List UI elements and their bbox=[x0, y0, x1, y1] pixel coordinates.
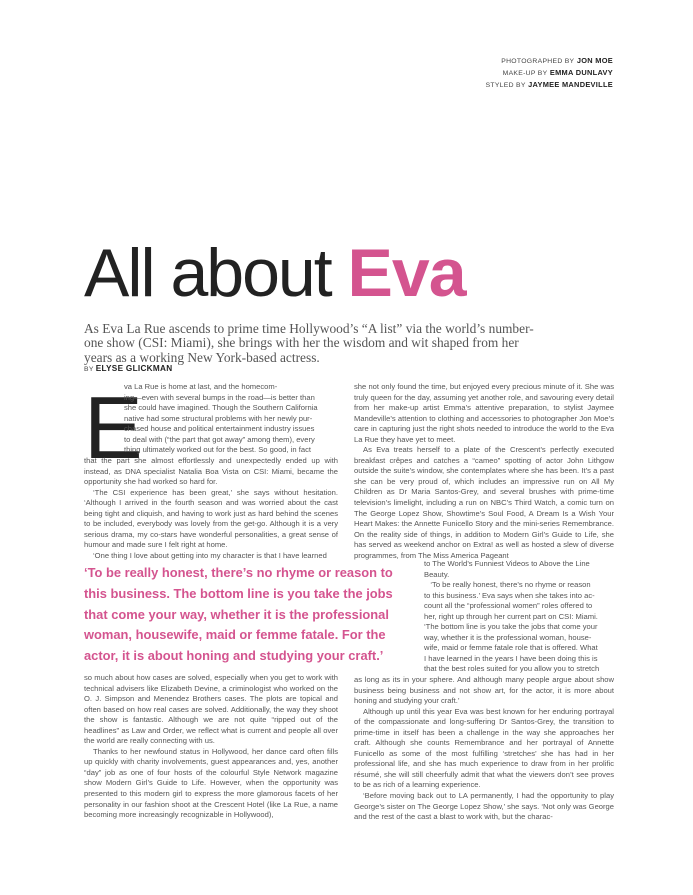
col1-line: chased house and political entertainment industry issues bbox=[124, 424, 315, 434]
col2-line: to The World’s Funniest Videos to Above the Line bbox=[424, 559, 590, 568]
paragraph: Thanks to her newfound status in Hollywood, her dance card often fills up quickly with charity involvements, guest appearances and, yes, another “day” job as one of four hosts of the colourful Style Network magazine show Modern Girl’s Guide to Life. However, when the opportunity was presented to this modern girl to express the more glamorous facets of her personality in our fashion shoot at the Crescent Hotel (like La Rue, a name becoming more increasingly recognizable in Hollywood), bbox=[84, 746, 338, 820]
col2-line: ‘The bottom line is you take the jobs that come your bbox=[424, 622, 598, 632]
byline: BY ELYSE GLICKMAN bbox=[84, 364, 173, 373]
col2-line: I have learned in the years I have been doing this is bbox=[424, 653, 598, 663]
col2-line: to this business.’ Eva says when she takes into ac- bbox=[424, 590, 595, 600]
paragraph: so much about how cases are solved, especially when you get to work with technical advisers like Elizabeth Devine, a criminologist who worked on the O. J. Simpson and Menendez Brothers cases. The plots are topical and often based on how real cases are solved. Additionally, the way they shoot the show is fantastic. Although we are not quite “ripped out of the headlines” as Law and Order, we reflect what is current and people all over the world are really connecting with us. bbox=[84, 673, 338, 746]
col2-line: count all the “professional women” roles offered to bbox=[424, 601, 593, 611]
col2-line: Beauty. bbox=[424, 569, 450, 579]
col1-line: native had some structural problems with her newly pur- bbox=[124, 413, 313, 423]
col2-line: way, whether it is the professional woman, house- bbox=[424, 632, 592, 642]
drop-cap: E bbox=[84, 378, 143, 477]
col1-line: to deal with (“the part that got away” among them), every bbox=[124, 434, 315, 444]
col1-intro-lines bbox=[124, 382, 338, 456]
paragraph: As Eva treats herself to a plate of the Crescent’s perfectly executed breakfast crêpes and catches a “cameo” spotting of actor John Lithgow outside the suite’s window, she contemplates where she has been. It’s a past she can be very proud of, which includes an impressive run on All My Children as Dr Maria Santos-Grey, and several brushes with prime-time television’s limelight, including a run on NBC’s Third Watch, a comic turn on The George Lopez Show, Showtime’s Soul Food, A Dream Is a Wish Your Heart Makes: the Annette Funicello Story and the mini-series Remembrance. On the reality side of things, in addition to Modern Girl’s Guide to Life, she has served as weekend anchor on Extra! as well as hosted a slew of diverse programmes, from The Miss America Pageant bbox=[354, 445, 614, 560]
credit-stylist: STYLED BY JAYMEE MANDEVILLE bbox=[485, 80, 613, 89]
col2-bottom bbox=[354, 675, 614, 823]
paragraph: ‘The CSI experience has been great,’ she says without hesitation. ‘Although I arrived in the fourth season and was worried about the cast being tight and cliquish, and having to work just as hard behind the scenes to be included, everybody was lovely from the get-go. Although it is a very serious drama, my co-stars have wonderful personalities, a great sense of humour and made sure I felt right at home. bbox=[84, 487, 338, 550]
title-highlight: Eva bbox=[347, 235, 466, 311]
col2-line: that the best roles suited for you allow you to stretch bbox=[424, 664, 600, 674]
col1-line: thing ultimately worked out for the best. So good, in fact bbox=[124, 445, 311, 455]
paragraph: Although up until this year Eva was best known for her enduring portrayal of the compassionate and long-suffering Dr Santos-Grey, the transition to prime-time in itself has been a challenge in the way she approaches her craft. Although she counts Remembrance and her portrayal of Annette Funicello as some of the most fulfilling ‘stretches’ she has had in her professional life, and she has much experience to draw from in her prolific résumé, she will still cheerfully admit that what the viewers don’t see proves to be as rich of a learning experience. bbox=[354, 706, 614, 790]
pull-quote: ‘To be really honest, there’s no rhyme or reason to this business. The bottom line is you take the jobs that come your way, whether it is the professional woman, housewife, maid or femme fatale. For the actor, it is about honing and studying your craft.’ bbox=[84, 565, 393, 664]
col2-line: her, right up through her current part on CSI: Miami. bbox=[424, 611, 598, 621]
photo-credits bbox=[486, 55, 613, 91]
article-title: All about Eva bbox=[84, 235, 466, 311]
paragraph: that the part she almost effortlessly and unexpectedly ended up with instead, as DNA specialist Natalia Boa Vista on CSI: Miami, became the opportunity she had worked so hard for. bbox=[84, 456, 338, 487]
col1-body bbox=[84, 456, 338, 561]
col2-indented-lines bbox=[424, 559, 614, 675]
credit-photographer: PHOTOGRAPHED BY JON MOE bbox=[501, 56, 613, 65]
paragraph: ‘Before moving back out to LA permanently, I had the opportunity to play George’s sister on The George Lopez Show,’ she says. ‘Not only was George and the rest of the cast a blast to work with, but the charac- bbox=[354, 791, 614, 822]
col1-bottom bbox=[84, 673, 338, 821]
credit-makeup: MAKE-UP BY EMMA DUNLAVY bbox=[502, 68, 613, 77]
col2-line: wife, maid or femme fatale role that is offered. What bbox=[424, 643, 598, 653]
col1-line: ing—even with several bumps in the road—is better than bbox=[124, 392, 315, 402]
paragraph: ‘One thing I love about getting into my character is that I have learned bbox=[93, 550, 327, 560]
col1-line: she could have imagined. Though the Southern California bbox=[124, 403, 318, 413]
paragraph: as long as its in your sphere. And although many people argue about show business being business and not show art, for the actor, it is more about honing and studying your craft.’ bbox=[354, 675, 614, 706]
col2-body bbox=[354, 382, 614, 561]
col2-line: ‘To be really honest, there’s no rhyme or reason bbox=[424, 580, 591, 590]
article-deck: As Eva La Rue ascends to prime time Hollywood’s “A list” via the world’s number-one show (CSI: Miami), she brings with her the wisdom and wit shaped from her years as a working New York-based actress. bbox=[84, 321, 534, 365]
paragraph: she not only found the time, but enjoyed every precious minute of it. She was truly queen for the day, assuming yet another role, and savouring every detail from her make-up artist Emma’s attentive preparation, to stylist Jaymee Mandeville’s attention to clothing and accessories to photographer Jon Moe’s care in capturing just the right shots needed to introduce the world to the Eva La Rue they have yet to meet. bbox=[354, 382, 614, 444]
col1-line: va La Rue is home at last, and the homecom- bbox=[124, 382, 278, 391]
